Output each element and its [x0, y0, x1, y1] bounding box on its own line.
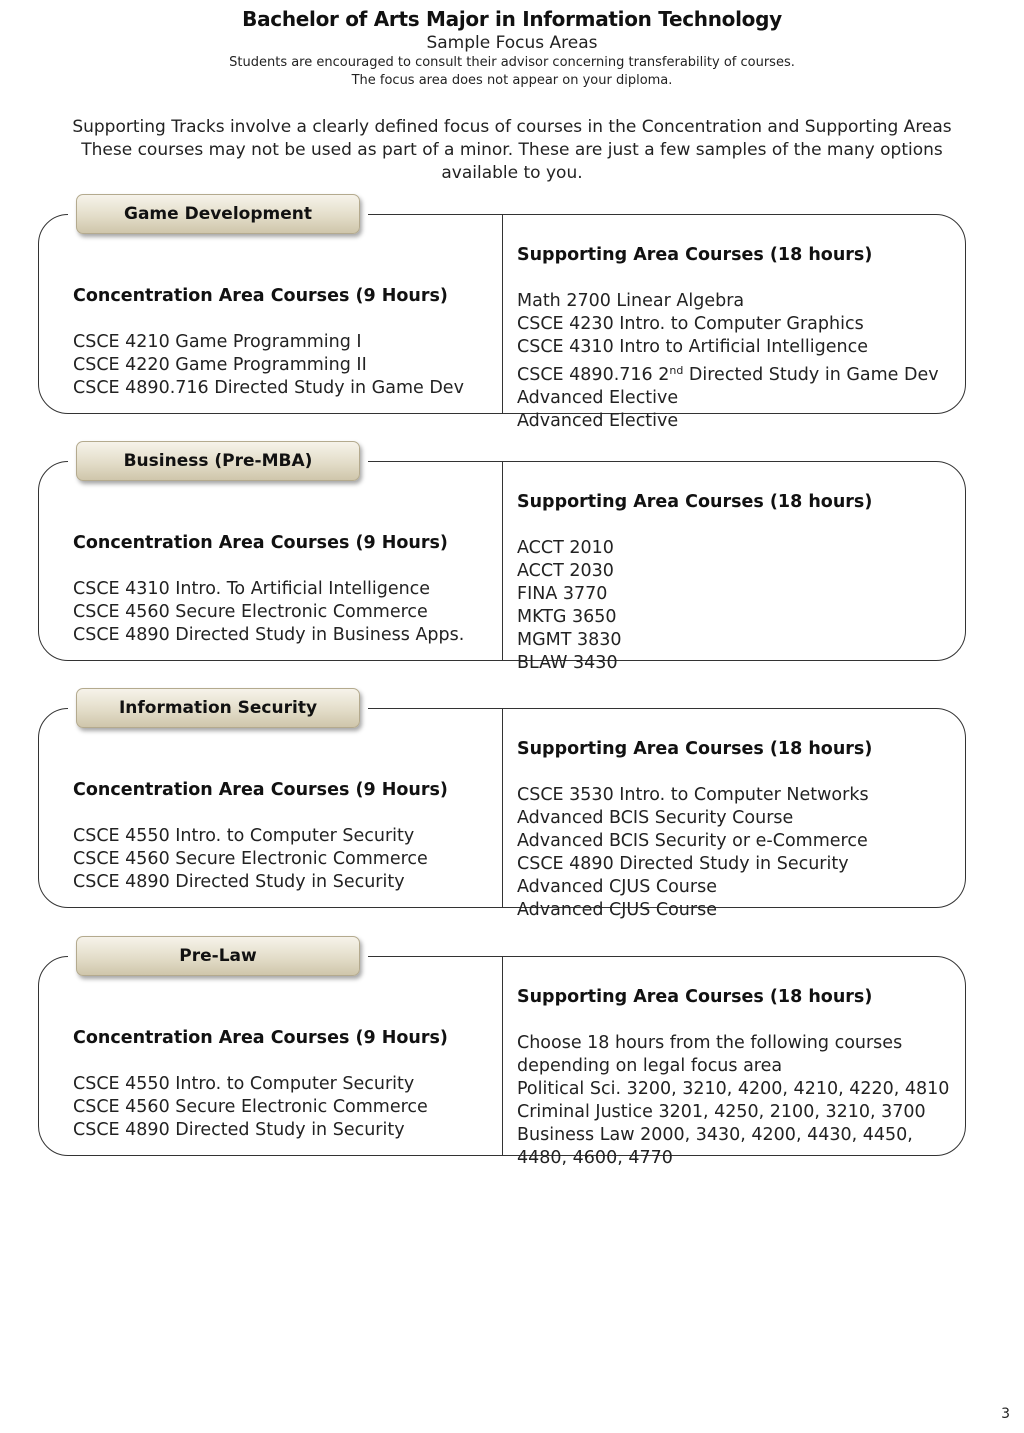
concentration-heading: Concentration Area Courses (9 Hours): [73, 780, 448, 800]
course-item: CSCE 4560 Secure Electronic Commerce: [73, 1097, 428, 1117]
concentration-column: [73, 1027, 493, 1142]
course-item: FINA 3770: [517, 584, 608, 604]
track-box: [38, 214, 966, 431]
track-box: [38, 708, 966, 920]
document-header: [0, 6, 1024, 90]
course-item: Choose 18 hours from the following courses depending on legal focus area: [517, 1033, 903, 1076]
course-item: CSCE 4890 Directed Study in Security: [73, 872, 405, 892]
document-subtitle: Sample Focus Areas: [426, 33, 598, 53]
course-item: CSCE 4310 Intro. To Artificial Intelligence: [73, 579, 431, 599]
course-item: Advanced Elective: [517, 411, 679, 431]
diploma-note: The focus area does not appear on your diploma.: [351, 73, 673, 88]
concentration-heading: Concentration Area Courses (9 Hours): [73, 1028, 448, 1048]
course-item: CSCE 4310 Intro to Artificial Intelligence: [517, 337, 868, 357]
concentration-column: [73, 532, 493, 647]
track-label-tab: Business (Pre-MBA): [76, 441, 360, 481]
course-item: Political Sci. 3200, 3210, 4200, 4210, 4220, 4810: [517, 1079, 950, 1099]
course-item: [517, 359, 963, 387]
intro-line: Supporting Tracks involve a clearly defined focus of courses in the Concentration and Supporting Areas: [72, 117, 952, 137]
course-item: Advanced CJUS Course: [517, 900, 717, 920]
column-divider: [502, 709, 503, 907]
course-item: CSCE 4560 Secure Electronic Commerce: [73, 602, 428, 622]
supporting-column: [517, 244, 963, 433]
course-code: CSCE 4890.716 2: [517, 365, 670, 385]
advisor-note: Students are encouraged to consult their advisor concerning transferability of courses.: [229, 55, 795, 70]
document-title: Bachelor of Arts Major in Information Technology: [242, 7, 782, 31]
course-item: Math 2700 Linear Algebra: [517, 291, 745, 311]
track-box: [38, 956, 966, 1168]
course-title: Directed Study in Game Dev: [683, 365, 939, 385]
concentration-heading: Concentration Area Courses (9 Hours): [73, 286, 448, 306]
course-item: CSCE 4230 Intro. to Computer Graphics: [517, 314, 864, 334]
course-item: CSCE 4890.716 Directed Study in Game Dev: [73, 378, 464, 398]
course-item: CSCE 4560 Secure Electronic Commerce: [73, 849, 428, 869]
course-item: CSCE 3530 Intro. to Computer Networks: [517, 785, 869, 805]
column-divider: [502, 957, 503, 1155]
course-item: MKTG 3650: [517, 607, 617, 627]
supporting-heading: Supporting Area Courses (18 hours): [517, 987, 873, 1007]
intro-line: available to you.: [441, 163, 583, 183]
course-item: CSCE 4220 Game Programming II: [73, 355, 367, 375]
track-label-tab: Pre-Law: [76, 936, 360, 976]
course-item: CSCE 4890 Directed Study in Security: [73, 1120, 405, 1140]
course-item: Criminal Justice 3201, 4250, 2100, 3210, 3700: [517, 1102, 926, 1122]
course-item: Advanced BCIS Security Course: [517, 808, 794, 828]
column-divider: [502, 462, 503, 660]
course-item: Advanced CJUS Course: [517, 877, 717, 897]
track-label-tab: Information Security: [76, 688, 360, 728]
course-item: ACCT 2030: [517, 561, 614, 581]
track-box: [38, 461, 966, 673]
intro-paragraph: [28, 116, 996, 185]
page-number: 3: [1001, 1406, 1010, 1422]
course-item: CSCE 4210 Game Programming I: [73, 332, 362, 352]
ordinal-suffix: nd: [669, 364, 684, 377]
concentration-column: [73, 779, 493, 894]
supporting-column: [517, 491, 963, 675]
supporting-column: [517, 738, 963, 922]
course-item: CSCE 4550 Intro. to Computer Security: [73, 1074, 415, 1094]
track-label-tab: Game Development: [76, 194, 360, 234]
concentration-heading: Concentration Area Courses (9 Hours): [73, 533, 448, 553]
course-item: MGMT 3830: [517, 630, 622, 650]
course-item: BLAW 3430: [517, 653, 618, 673]
course-item: CSCE 4890 Directed Study in Security: [517, 854, 849, 874]
intro-line: These courses may not be used as part of a minor. These are just a few samples of the many options: [81, 140, 943, 160]
course-item: Advanced Elective: [517, 388, 679, 408]
course-item: Business Law 2000, 3430, 4200, 4430, 4450, 4480, 4600, 4770: [517, 1125, 913, 1168]
course-item: CSCE 4890 Directed Study in Business Apps.: [73, 625, 465, 645]
course-item: ACCT 2010: [517, 538, 614, 558]
supporting-heading: Supporting Area Courses (18 hours): [517, 492, 873, 512]
supporting-heading: Supporting Area Courses (18 hours): [517, 739, 873, 759]
concentration-column: [73, 285, 493, 400]
supporting-heading: Supporting Area Courses (18 hours): [517, 245, 873, 265]
column-divider: [502, 215, 503, 413]
course-item: CSCE 4550 Intro. to Computer Security: [73, 826, 415, 846]
course-item: Advanced BCIS Security or e-Commerce: [517, 831, 868, 851]
supporting-column: [517, 986, 963, 1170]
